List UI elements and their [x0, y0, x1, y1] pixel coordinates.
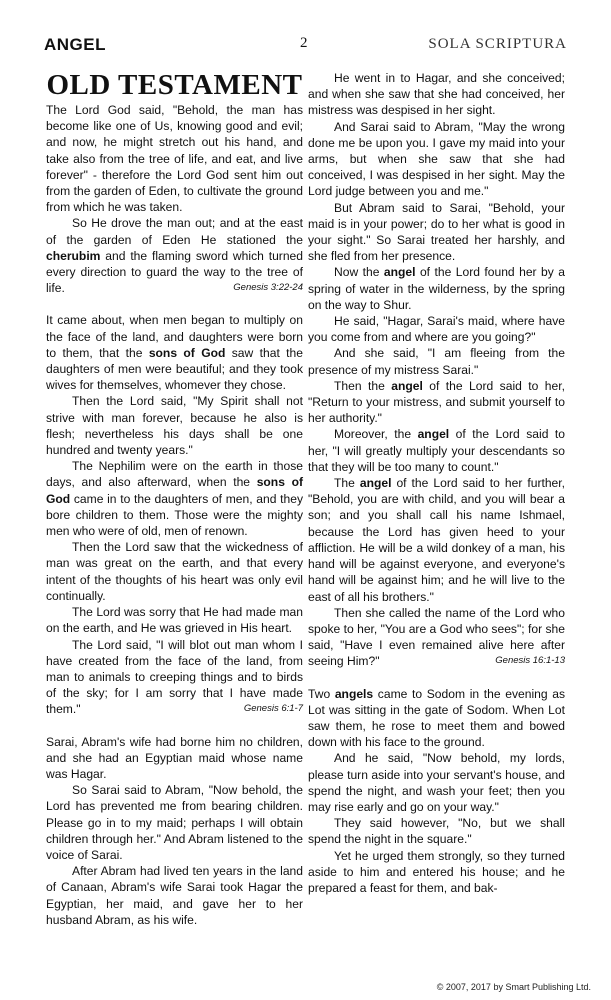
page-number: 2 [300, 35, 308, 51]
running-header-topic: ANGEL [44, 35, 106, 54]
paragraph: Yet he urged them strongly, so they turned aside to him and entered his house; and he prepared a feast for them, and bak- [308, 848, 565, 895]
paragraph: Then she called the name of the Lord who spoke to her, "You are a God who sees"; for she said, "Have I even remained alive here after seeing Him?" Genesis 16:1-13 [308, 605, 565, 669]
keyword: angel [359, 476, 392, 491]
paragraph: And she said, "I am fleeing from the presence of my mistress Sarai." [308, 346, 565, 377]
paragraph: The Lord God said, "Behold, the man has become like one of Us, knowing good and evil; and now, he might stretch out his hand, and take also from the tree of life, and eat, and live forever" - therefore the Lord God sent him out from the garden of Eden, to cultivate the ground from which he was taken. [46, 103, 303, 215]
paragraph: Two angels came to Sodom in the evening as Lot was sitting in the gate of Sodom. When Lot saw them, he rose to meet them and bowed down with his face to the ground. [308, 686, 565, 750]
paragraph: The Nephilim were on the earth in those days, and also afterward, when the sons of God came in to the daughters of men, and they bore children to them. Those were the mighty men who were of old, men of renown. [46, 459, 303, 539]
paragraph: So Sarai said to Abram, "Now behold, the Lord has prevented me from bearing children. Please go in to my maid; perhaps I will obtain children through her." And Abram listened to the voice of Sarai. [46, 783, 303, 862]
paragraph: Then the Lord said, "My Spirit shall not strive with man forever, because he also is flesh; nevertheless his days shall be one hundred and twenty years." [46, 394, 303, 458]
paragraph: But Abram said to Sarai, "Behold, your maid is in your power; do to her what is good in your sight." So Sarai treated her harshly, and she fled from her presence. [308, 200, 565, 264]
paragraph: He said, "Hagar, Sarai's maid, where have you come from and where are you going?" [308, 314, 565, 345]
paragraph: And Sarai said to Abram, "May the wrong done me be upon you. I gave my maid into your arms, but when she saw that she had conceived, I was despised in her sight. May the Lord judge between you and me." [308, 119, 565, 199]
copyright-notice: © 2007, 2017 by Smart Publishing Ltd. [436, 982, 591, 992]
paragraph: He went in to Hagar, and she conceived; and when she saw that she had conceived, her mistress was despised in her sight. [308, 71, 565, 118]
keyword: sons of God [46, 475, 303, 506]
left-column [46, 70, 303, 928]
keyword: angel [391, 378, 423, 393]
running-header-series: SOLA SCRIPTURA [428, 36, 567, 52]
scripture-reference: Genesis 3:22-24 [233, 282, 303, 294]
paragraph: They said however, "No, but we shall spend the night in the square." [308, 816, 565, 847]
paragraph: And he said, "Now behold, my lords, please turn aside into your servant's house, and spend the night, and wash your feet; then you may rise early and go on your way." [308, 751, 565, 814]
paragraph: Now the angel of the Lord found her by a spring of water in the wilderness, by the spring on the way to Shur. [308, 265, 565, 312]
paragraph: Sarai, Abram's wife had borne him no children, and she had an Egyptian maid whose name was Hagar. [46, 734, 303, 781]
scripture-reference: Genesis 16:1-13 [495, 655, 565, 667]
keyword: angel [417, 427, 450, 442]
paragraph: The angel of the Lord said to her further, "Behold, you are with child, and you will bear a son; and you shall call his name Ishmael, because the Lord has given heed to your affliction. He will be a wild donkey of a man, his hand will be against everyone, and everyone's hand will be against him; and he will live to the east of all his brothers." [308, 476, 565, 604]
keyword: cherubim [46, 248, 101, 263]
paragraph: After Abram had lived ten years in the land of Canaan, Abram's wife Sarai took Hagar the Egyptian, her maid, and gave her to her husband Abram, as his wife. [46, 864, 303, 927]
scripture-reference: Genesis 6:1-7 [243, 703, 303, 715]
keyword: angels [334, 686, 374, 701]
paragraph: Then the Lord saw that the wickedness of man was great on the earth, and that every intent of the thoughts of his heart was only evil continually. [46, 540, 303, 603]
paragraph: So He drove the man out; and at the east of the garden of Eden He stationed the cherubim and the flaming sword which turned every direction to guard the way to the tree of life. Genesis 3:22-24 [46, 216, 303, 296]
paragraph: The Lord was sorry that He had made man on the earth, and He was grieved in His heart. [46, 605, 303, 636]
keyword: sons of God [148, 345, 226, 360]
keyword: angel [383, 265, 416, 280]
paragraph: The Lord said, "I will blot out man whom I have created from the face of the land, from man to animals to creeping things and to birds of the sky; for I am sorry that I have made them." Genesis 6:1-7 [46, 637, 303, 717]
paragraph: It came about, when men began to multiply on the face of the land, and daughters were born to them, that the sons of God saw that the daughters of men were beautiful; and they took wives for themselves, whomever they chose. [46, 313, 303, 393]
right-column [308, 70, 565, 896]
paragraph: Then the angel of the Lord said to her, "Return to your mistress, and submit yourself to her authority." [308, 378, 565, 426]
paragraph: Moreover, the angel of the Lord said to her, "I will greatly multiply your descendants so that they will be too many to count." [308, 427, 565, 474]
section-title: OLD TESTAMENT [46, 69, 303, 101]
